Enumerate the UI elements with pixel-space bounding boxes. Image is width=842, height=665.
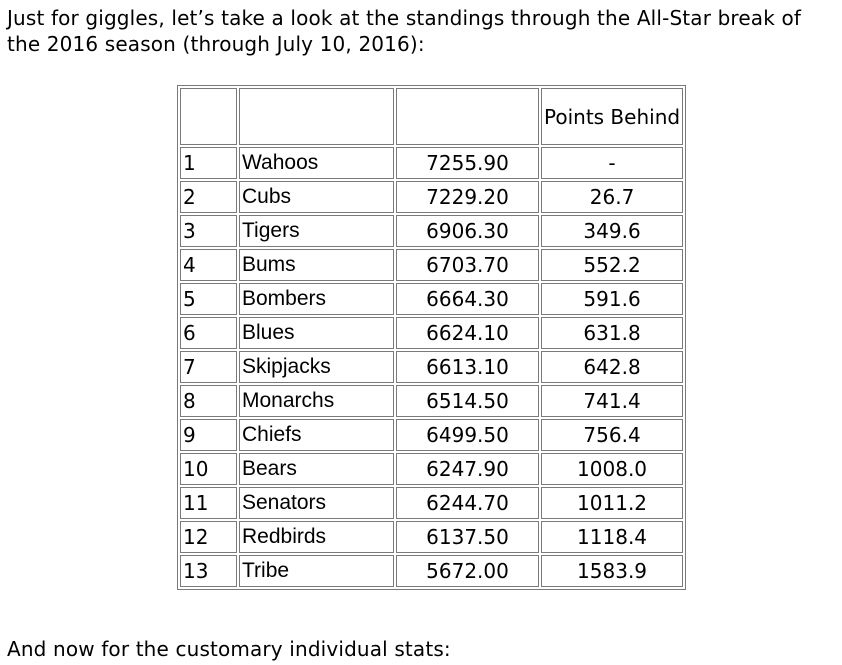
points-behind-cell: 756.4 [541, 419, 683, 451]
rank-cell: 8 [180, 385, 237, 417]
rank-cell: 7 [180, 351, 237, 383]
rank-cell: 5 [180, 283, 237, 315]
intro-paragraph: Just for giggles, let’s take a look at the standings through the All-Star break of the 2016 season (through July 10, 2016): [7, 6, 802, 56]
team-cell: Bums [239, 249, 394, 281]
table-row [180, 521, 683, 553]
team-cell: Wahoos [239, 147, 394, 179]
team-cell: Bears [239, 453, 394, 485]
rank-cell: 3 [180, 215, 237, 247]
points-cell: 6624.10 [396, 317, 539, 349]
points-cell: 6137.50 [396, 521, 539, 553]
points-cell: 6613.10 [396, 351, 539, 383]
header-rank [180, 88, 237, 145]
rank-cell: 11 [180, 487, 237, 519]
table-row [180, 385, 683, 417]
team-cell: Redbirds [239, 521, 394, 553]
points-behind-cell: 1008.0 [541, 453, 683, 485]
points-cell: 6499.50 [396, 419, 539, 451]
points-behind-cell: 1583.9 [541, 555, 683, 587]
header-points [396, 88, 539, 145]
team-cell: Chiefs [239, 419, 394, 451]
team-cell: Bombers [239, 283, 394, 315]
header-row [180, 88, 683, 145]
table-row [180, 249, 683, 281]
table-row [180, 283, 683, 315]
points-cell: 6664.30 [396, 283, 539, 315]
table-row [180, 181, 683, 213]
points-behind-cell: - [541, 147, 683, 179]
team-cell: Senators [239, 487, 394, 519]
team-cell: Tribe [239, 555, 394, 587]
points-cell: 6247.90 [396, 453, 539, 485]
rank-cell: 9 [180, 419, 237, 451]
rank-cell: 6 [180, 317, 237, 349]
standings-table-header [180, 88, 683, 145]
table-row [180, 419, 683, 451]
team-cell: Monarchs [239, 385, 394, 417]
points-cell: 6906.30 [396, 215, 539, 247]
points-behind-cell: 349.6 [541, 215, 683, 247]
team-cell: Skipjacks [239, 351, 394, 383]
table-row [180, 147, 683, 179]
points-cell: 6703.70 [396, 249, 539, 281]
rank-cell: 13 [180, 555, 237, 587]
points-behind-cell: 642.8 [541, 351, 683, 383]
points-cell: 7229.20 [396, 181, 539, 213]
rank-cell: 4 [180, 249, 237, 281]
team-cell: Tigers [239, 215, 394, 247]
rank-cell: 1 [180, 147, 237, 179]
team-cell: Blues [239, 317, 394, 349]
points-behind-cell: 631.8 [541, 317, 683, 349]
header-points-behind-label: Points Behind [544, 104, 681, 129]
points-cell: 6514.50 [396, 385, 539, 417]
outro-paragraph: And now for the customary individual stats: [7, 637, 451, 661]
team-cell: Cubs [239, 181, 394, 213]
rank-cell: 2 [180, 181, 237, 213]
points-cell: 6244.70 [396, 487, 539, 519]
standings-table-body [180, 147, 683, 587]
table-row [180, 215, 683, 247]
table-row [180, 317, 683, 349]
header-points-behind [541, 88, 683, 145]
points-behind-cell: 26.7 [541, 181, 683, 213]
points-behind-cell: 591.6 [541, 283, 683, 315]
points-behind-cell: 741.4 [541, 385, 683, 417]
points-behind-cell: 1011.2 [541, 487, 683, 519]
table-row [180, 351, 683, 383]
rank-cell: 10 [180, 453, 237, 485]
table-row [180, 487, 683, 519]
table-row [180, 555, 683, 587]
standings-table [177, 85, 686, 590]
standings-table-container [177, 85, 686, 590]
points-cell: 5672.00 [396, 555, 539, 587]
table-row [180, 453, 683, 485]
header-team [239, 88, 394, 145]
points-behind-cell: 552.2 [541, 249, 683, 281]
points-behind-cell: 1118.4 [541, 521, 683, 553]
points-cell: 7255.90 [396, 147, 539, 179]
rank-cell: 12 [180, 521, 237, 553]
